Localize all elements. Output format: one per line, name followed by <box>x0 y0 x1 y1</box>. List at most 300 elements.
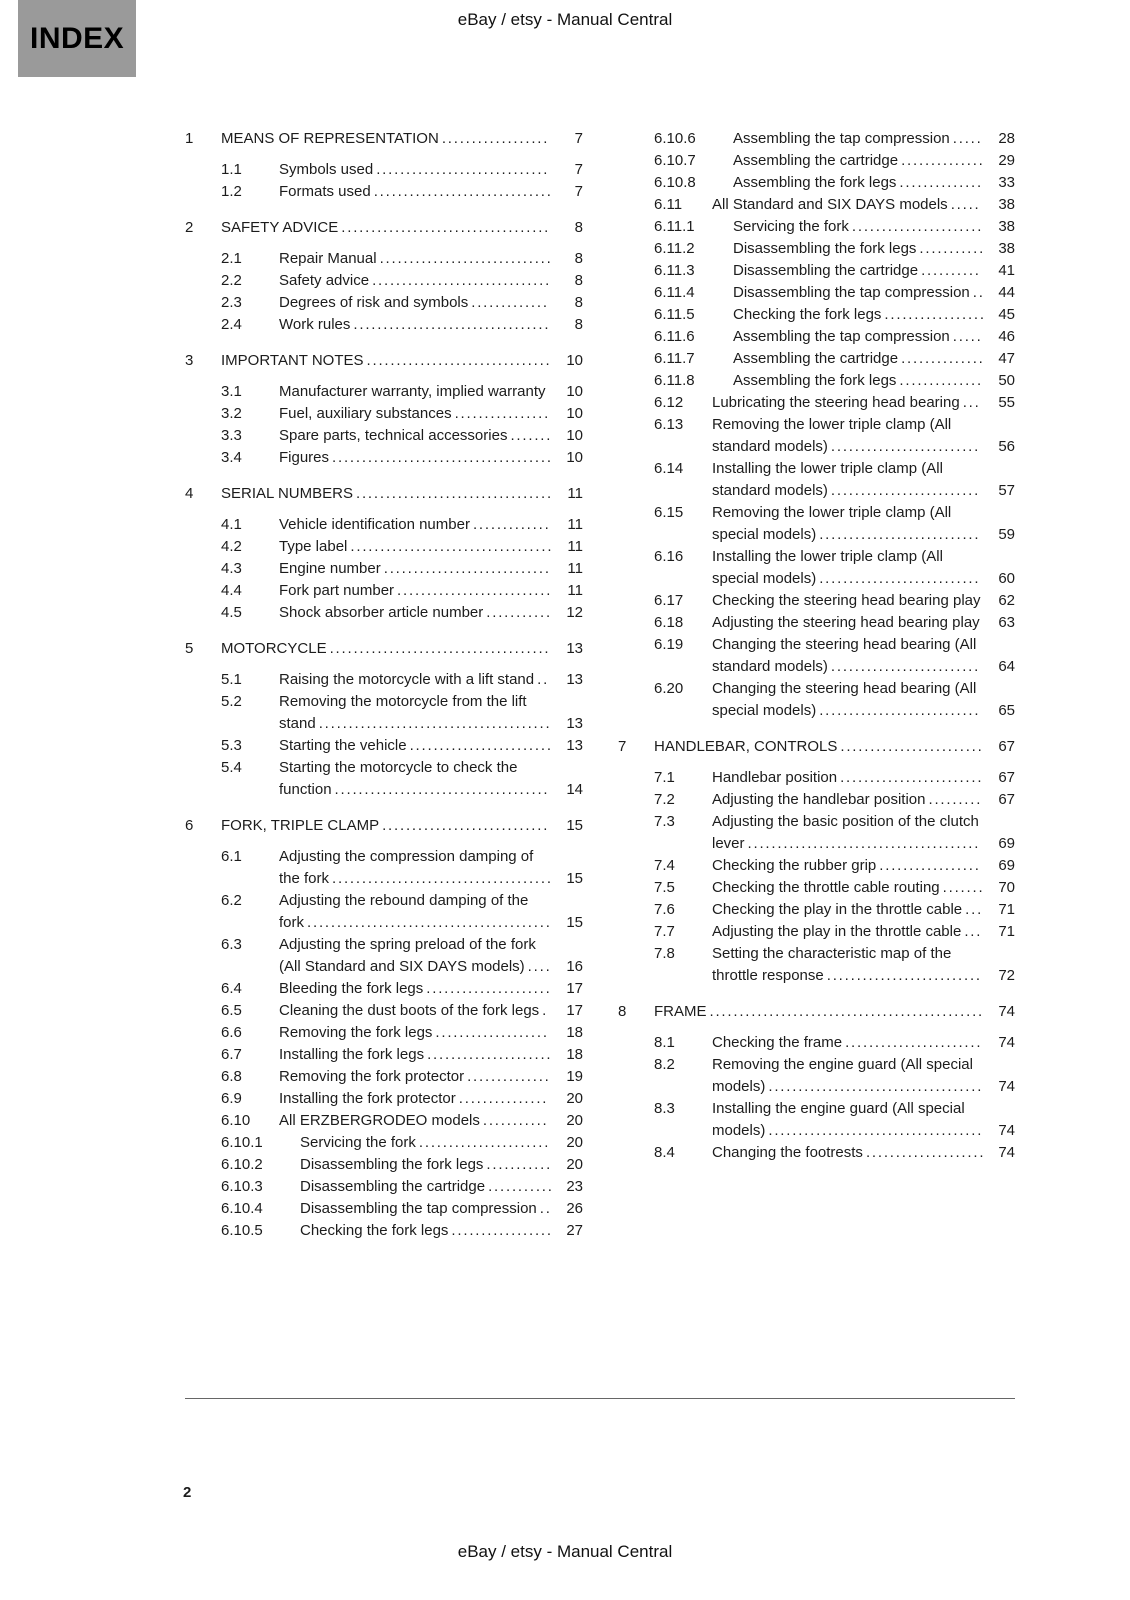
toc-entry-title: FORK, TRIPLE CLAMP <box>221 817 380 834</box>
toc-entry-title: Installing the fork protector <box>279 1090 456 1107</box>
toc-entry <box>618 736 1015 758</box>
toc-entry-title: Adjusting the handlebar position <box>712 791 926 808</box>
toc-entry <box>618 943 1015 987</box>
toc-entry-number: 7.5 <box>654 879 675 896</box>
toc-entry <box>185 934 583 978</box>
toc-entry-body <box>279 1000 583 1022</box>
toc-leader-dots: ................................. <box>353 316 551 333</box>
toc-entry-body <box>712 1098 1015 1142</box>
toc-entry-title: Engine number <box>279 560 381 577</box>
toc-entry-page: 7 <box>574 130 583 147</box>
toc-entry-title: Assembling the tap compression <box>733 328 950 345</box>
toc-leader-dots: ......................... <box>830 482 981 499</box>
toc-leader-dots: ............... <box>458 1090 549 1107</box>
toc-entry <box>618 502 1015 546</box>
toc-leader-dots: ......................................... <box>307 914 552 931</box>
toc-entry <box>618 678 1015 722</box>
toc-entry-page: 62 <box>998 592 1015 609</box>
toc-entry <box>185 1132 583 1154</box>
toc-entry-page: 55 <box>998 394 1015 411</box>
toc-entry-title: Disassembling the tap compression <box>300 1200 537 1217</box>
toc-entry-page: 27 <box>566 1222 583 1239</box>
toc-entry-page: 7 <box>574 183 583 200</box>
toc-entry-title: Adjusting the rebound damping of the fork <box>279 892 529 931</box>
toc-entry-body <box>279 270 583 292</box>
toc-leader-dots: .............. <box>901 350 985 367</box>
toc-entry <box>185 248 583 270</box>
toc-entry <box>185 425 583 447</box>
toc-entry-number: 6.12 <box>654 394 684 411</box>
toc-entry-page: 13 <box>566 715 583 732</box>
toc-entry <box>618 128 1015 150</box>
toc-entry-number: 6.7 <box>221 1046 242 1063</box>
toc-entry-number: 2.1 <box>221 250 242 267</box>
toc-entry-page: 57 <box>998 482 1015 499</box>
toc-entry-body <box>221 815 583 837</box>
toc-entry-title: SAFETY ADVICE <box>221 219 339 236</box>
toc-entry-title: Adjusting the steering head bearing play <box>712 614 980 631</box>
toc-leader-dots: ...................... <box>418 1134 551 1151</box>
toc-leader-dots: ..................... <box>427 1046 553 1063</box>
toc-entry-page: 11 <box>567 582 583 599</box>
toc-entry-number: 1.1 <box>221 161 242 178</box>
toc-entry-body <box>279 381 583 403</box>
toc-entry-page: 74 <box>998 1034 1015 1051</box>
toc-entry-number: 6.10.3 <box>221 1178 263 1195</box>
toc-entry <box>618 877 1015 899</box>
toc-entry-number: 6.11.1 <box>654 218 695 235</box>
toc-entry-title: Adjusting the spring preload of the fork (All Standard and SIX DAYS models) <box>279 936 536 975</box>
toc-entry-page: 20 <box>566 1112 583 1129</box>
toc-entry-number: 6.18 <box>654 614 684 631</box>
toc-entry-page: 38 <box>998 240 1015 257</box>
toc-leader-dots: ............................... <box>366 352 552 369</box>
toc-entry-body <box>712 392 1015 414</box>
toc-entry-page: 38 <box>998 218 1015 235</box>
toc-entry <box>185 1176 583 1198</box>
toc-entry-body <box>279 934 583 978</box>
toc-leader-dots: .................................... <box>334 781 550 798</box>
toc-entry-body <box>712 414 1015 458</box>
toc-entry-title: Adjusting the basic position of the clutch lever <box>712 813 979 852</box>
toc-entry-body <box>712 767 1015 789</box>
toc-entry-number: 5.3 <box>221 737 242 754</box>
toc-entry-page: 63 <box>998 614 1015 631</box>
toc-entry <box>618 260 1015 282</box>
toc-entry-number: 5.2 <box>221 693 242 710</box>
toc-entry <box>618 789 1015 811</box>
toc-entry-number: 6.2 <box>221 892 242 909</box>
toc-entry-page: 67 <box>998 769 1015 786</box>
toc-entry-body <box>733 128 1015 150</box>
toc-entry-number: 1 <box>185 130 194 147</box>
toc-entry-number: 8.4 <box>654 1144 675 1161</box>
toc-entry-number: 7.8 <box>654 945 675 962</box>
toc-entry-number: 4.1 <box>221 516 242 533</box>
toc-entry-number: 6.11.8 <box>654 372 695 389</box>
toc-entry-number: 7.3 <box>654 813 675 830</box>
toc-leader-dots: ..... <box>952 328 983 345</box>
toc-entry <box>618 1098 1015 1142</box>
toc-entry <box>618 172 1015 194</box>
toc-entry <box>618 304 1015 326</box>
toc-entry-page: 47 <box>998 350 1015 367</box>
toc-entry-title: Fork part number <box>279 582 395 599</box>
toc-leader-dots: ............................ <box>382 817 550 834</box>
toc-entry <box>185 292 583 314</box>
toc-entry-body <box>279 669 583 691</box>
toc-entry-page: 71 <box>998 901 1015 918</box>
toc-entry-body <box>279 580 583 602</box>
toc-column-right <box>618 128 1015 1242</box>
toc-entry-page: 8 <box>574 316 583 333</box>
toc-entry <box>618 282 1015 304</box>
toc-entry-page: 74 <box>998 1078 1015 1095</box>
toc-leader-dots: ..................... <box>426 980 552 997</box>
toc-entry-page: 16 <box>566 958 583 975</box>
toc-leader-dots: ......................... <box>830 658 981 675</box>
toc-entry-number: 6.14 <box>654 460 684 477</box>
toc-entry-number: 6.10 <box>221 1112 251 1129</box>
toc-entry-body <box>712 811 1015 855</box>
toc-column-left <box>185 128 583 1242</box>
toc-entry-title: Disassembling the cartridge <box>300 1178 486 1195</box>
toc-entry-title: Shock absorber article number <box>279 604 484 621</box>
toc-entry-title: Checking the rubber grip <box>712 857 877 874</box>
toc-entry-number: 4.2 <box>221 538 242 555</box>
toc-entry <box>185 1088 583 1110</box>
toc-entry-page: 15 <box>566 817 583 834</box>
toc-entry-body <box>279 1022 583 1044</box>
toc-entry-page: 7 <box>574 161 583 178</box>
toc-entry-page: 20 <box>566 1090 583 1107</box>
toc-entry <box>185 350 583 372</box>
toc-entry-title: Changing the steering head bearing (All special models) <box>712 680 977 719</box>
toc-entry-title: Assembling the tap compression <box>733 130 950 147</box>
toc-entry <box>185 536 583 558</box>
toc-entry-number: 4.4 <box>221 582 242 599</box>
toc-entry-title: Bleeding the fork legs <box>279 980 424 997</box>
toc-entry <box>185 1044 583 1066</box>
toc-entry-body <box>733 150 1015 172</box>
toc-entry-number: 4.5 <box>221 604 242 621</box>
header-title: eBay / etsy - Manual Central <box>457 10 673 29</box>
toc-leader-dots: ..... <box>950 196 981 213</box>
toc-entry-title: Spare parts, technical accessories <box>279 427 508 444</box>
toc-entry-title: Fuel, auxiliary substances <box>279 405 452 422</box>
toc-entry <box>185 691 583 735</box>
toc-entry-number: 5 <box>185 640 194 657</box>
toc-entry-body <box>300 1198 583 1220</box>
toc-entry-title: Starting the motorcycle to check the function <box>279 759 518 798</box>
toc-entry-page: 28 <box>998 130 1015 147</box>
toc-entry-number: 6.17 <box>654 592 684 609</box>
toc-entry-number: 8.3 <box>654 1100 675 1117</box>
toc-entry-number: 7 <box>618 738 627 755</box>
toc-leader-dots: .............................................. <box>709 1003 985 1020</box>
toc-entry-page: 20 <box>566 1156 583 1173</box>
toc-entry <box>185 602 583 624</box>
toc-entry-body <box>221 350 583 372</box>
toc-entry-body <box>279 536 583 558</box>
toc-entry-number: 6.11.4 <box>654 284 695 301</box>
toc-entry-page: 11 <box>567 485 583 502</box>
toc-entry-page: 23 <box>566 1178 583 1195</box>
toc-leader-dots: ................ <box>454 405 551 422</box>
toc-leader-dots: ....................... <box>845 1034 983 1051</box>
toc-entry-body <box>279 558 583 580</box>
toc-entry-title: Assembling the fork legs <box>733 174 897 191</box>
toc-entry <box>185 181 583 203</box>
toc-entry <box>185 514 583 536</box>
toc-entry-body <box>654 1001 1015 1023</box>
toc-entry-number: 6.1 <box>221 848 242 865</box>
toc-entry <box>185 1110 583 1132</box>
toc-entry-number: 6.13 <box>654 416 684 433</box>
toc-entry-number: 6.10.1 <box>221 1134 263 1151</box>
toc-entry-page: 41 <box>998 262 1015 279</box>
toc-entry <box>185 1220 583 1242</box>
toc-entry-number: 7.6 <box>654 901 675 918</box>
toc-entry-title: Removing the fork protector <box>279 1068 465 1085</box>
toc-entry-number: 7.2 <box>654 791 675 808</box>
toc-entry-page: 13 <box>566 640 583 657</box>
toc-entry-page: 71 <box>998 923 1015 940</box>
toc-entry <box>185 1154 583 1176</box>
toc-leader-dots: ............. <box>471 294 549 311</box>
toc-entry-number: 8.2 <box>654 1056 675 1073</box>
toc-entry-body <box>300 1132 583 1154</box>
toc-leader-dots: ........................ <box>840 769 984 786</box>
toc-entry-title: Changing the footrests <box>712 1144 863 1161</box>
toc-entry-title: Removing the motorcycle from the lift stand <box>279 693 527 732</box>
toc-leader-dots: .............. <box>901 152 985 169</box>
toc-entry-title: Work rules <box>279 316 351 333</box>
toc-entry-title: Handlebar position <box>712 769 838 786</box>
toc-entry <box>618 811 1015 855</box>
toc-entry-body <box>279 1088 583 1110</box>
toc-entry-number: 2.2 <box>221 272 242 289</box>
toc-entry-body <box>300 1176 583 1198</box>
toc-leader-dots: ............................. <box>376 161 550 178</box>
toc-entry-title: HANDLEBAR, CONTROLS <box>654 738 838 755</box>
toc-entry-number: 6.8 <box>221 1068 242 1085</box>
toc-entry-page: 74 <box>998 1003 1015 1020</box>
toc-entry-number: 6.11.6 <box>654 328 695 345</box>
toc-entry <box>185 1198 583 1220</box>
toc-entry-title: SERIAL NUMBERS <box>221 485 353 502</box>
toc-entry-page: 74 <box>998 1144 1015 1161</box>
toc-entry-title: Lubricating the steering head bearing <box>712 394 960 411</box>
toc-entry-page: 56 <box>998 438 1015 455</box>
toc-entry-page: 65 <box>998 702 1015 719</box>
toc-entry-number: 6.20 <box>654 680 684 697</box>
toc-entry <box>618 392 1015 414</box>
toc-entry-page: 46 <box>998 328 1015 345</box>
toc-entry-title: Starting the vehicle <box>279 737 407 754</box>
toc-entry <box>618 921 1015 943</box>
toc-entry <box>185 1066 583 1088</box>
toc-entry-number: 3.4 <box>221 449 242 466</box>
toc-entry-title: IMPORTANT NOTES <box>221 352 364 369</box>
toc-entry-body <box>221 217 583 239</box>
toc-entry <box>185 846 583 890</box>
toc-entry-title: Repair Manual <box>279 250 377 267</box>
toc-entry-body <box>712 502 1015 546</box>
toc-entry <box>185 159 583 181</box>
toc-entry-body <box>712 1054 1015 1098</box>
toc-entry <box>618 216 1015 238</box>
toc-entry-body <box>279 1110 583 1132</box>
toc-entry-body <box>279 978 583 1000</box>
toc-entry-body <box>279 691 583 735</box>
toc-entry-page: 38 <box>998 196 1015 213</box>
toc-leader-dots: ................................. <box>355 485 553 502</box>
toc-entry-number: 6.11.7 <box>654 350 695 367</box>
toc-entry-body <box>279 890 583 934</box>
toc-leader-dots: ........................... <box>819 526 981 543</box>
toc-entry-page: 74 <box>998 1122 1015 1139</box>
toc-leader-dots: ................. <box>884 306 986 323</box>
toc-entry-page: 15 <box>566 870 583 887</box>
toc-entry-number: 6.10.5 <box>221 1222 263 1239</box>
toc-entry-number: 8.1 <box>654 1034 675 1051</box>
toc-entry-number: 6.4 <box>221 980 242 997</box>
toc-entry-number: 6.10.2 <box>221 1156 263 1173</box>
toc-entry-body <box>712 899 1015 921</box>
toc-leader-dots: ........... <box>488 1178 554 1195</box>
toc-leader-dots: ..................................... <box>332 449 553 466</box>
toc-entry <box>618 590 1015 612</box>
toc-entry-body <box>712 634 1015 678</box>
toc-entry-number: 8 <box>618 1003 627 1020</box>
toc-leader-dots: ........................... <box>819 570 981 587</box>
toc-leader-dots: .................................... <box>768 1078 984 1095</box>
toc-entry-title: Checking the play in the throttle cable <box>712 901 963 918</box>
toc-entry-number: 6.11.2 <box>654 240 695 257</box>
toc-leader-dots: .. <box>539 1200 552 1217</box>
toc-entry-title: Installing the engine guard (All special models) <box>712 1100 965 1139</box>
toc-leader-dots: ............................. <box>379 250 553 267</box>
toc-entry-body <box>712 877 1015 899</box>
toc-entry-body <box>712 1142 1015 1164</box>
index-tab-label: INDEX <box>30 21 125 55</box>
toc-leader-dots: .......... <box>921 262 981 279</box>
toc-leader-dots: ..................................... <box>332 870 553 887</box>
toc-entry-number: 5.4 <box>221 759 242 776</box>
toc-entry-number: 7.4 <box>654 857 675 874</box>
toc-entry-body <box>300 1220 583 1242</box>
toc-entry-number: 6.11.3 <box>654 262 695 279</box>
toc-leader-dots: .................................. <box>350 538 554 555</box>
toc-entry-title: Checking the throttle cable routing <box>712 879 940 896</box>
toc-entry <box>618 1001 1015 1023</box>
toc-entry-number: 2.3 <box>221 294 242 311</box>
page-number: 2 <box>183 1484 192 1501</box>
toc-entry-title: Type label <box>279 538 348 555</box>
toc-entry-body <box>712 789 1015 811</box>
toc-entry-title: Figures <box>279 449 330 466</box>
toc-entry-page: 18 <box>566 1024 583 1041</box>
toc-entry <box>185 447 583 469</box>
toc-entry-title: All Standard and SIX DAYS models <box>712 196 948 213</box>
toc-entry-page: 67 <box>998 738 1015 755</box>
toc-entry-body <box>279 602 583 624</box>
toc-entry-title: Manufacturer warranty, implied warranty <box>279 383 546 400</box>
toc-leader-dots: ........... <box>486 1156 553 1173</box>
toc-entry-title: Adjusting the play in the throttle cable <box>712 923 962 940</box>
toc-entry-page: 50 <box>998 372 1015 389</box>
toc-entry-number: 6.19 <box>654 636 684 653</box>
toc-entry-page: 10 <box>566 352 583 369</box>
table-of-contents <box>185 128 1015 1242</box>
toc-entry-body <box>221 128 583 150</box>
toc-entry-number: 6.5 <box>221 1002 242 1019</box>
toc-leader-dots: .................................... <box>768 1122 984 1139</box>
toc-leader-dots: ........................... <box>819 702 981 719</box>
toc-leader-dots: .............. <box>899 372 983 389</box>
toc-entry-title: Checking the fork legs <box>733 306 882 323</box>
toc-entry <box>185 757 583 801</box>
toc-entry-title: Raising the motorcycle with a lift stand <box>279 671 535 688</box>
toc-leader-dots: ......................... <box>830 438 981 455</box>
toc-entry-title: Assembling the cartridge <box>733 152 899 169</box>
toc-entry <box>185 735 583 757</box>
toc-leader-dots: ... <box>964 923 983 940</box>
toc-entry-page: 17 <box>566 1002 583 1019</box>
toc-entry-body <box>279 248 583 270</box>
footer-title: eBay / etsy - Manual Central <box>457 1542 673 1561</box>
toc-entry-page: 44 <box>998 284 1015 301</box>
toc-entry <box>185 978 583 1000</box>
toc-entry-body <box>733 282 1015 304</box>
toc-entry-page: 26 <box>566 1200 583 1217</box>
toc-entry-page: 70 <box>998 879 1015 896</box>
toc-entry-title: Assembling the fork legs <box>733 372 897 389</box>
toc-entry-page: 59 <box>998 526 1015 543</box>
toc-entry-body <box>712 546 1015 590</box>
toc-leader-dots: .............................. <box>373 183 553 200</box>
toc-entry <box>185 1000 583 1022</box>
toc-entry-body <box>279 757 583 801</box>
toc-entry-body <box>712 678 1015 722</box>
toc-entry-body <box>279 403 583 425</box>
toc-leader-dots: ..................................... <box>329 640 551 657</box>
toc-entry-title: All ERZBERGRODEO models <box>279 1112 480 1129</box>
toc-entry-title: Installing the lower triple clamp (All standard models) <box>712 460 943 499</box>
toc-entry-body <box>279 159 583 181</box>
toc-entry-body <box>712 194 1015 216</box>
toc-entry <box>185 815 583 837</box>
toc-entry-body <box>279 846 583 890</box>
toc-entry <box>185 558 583 580</box>
toc-leader-dots: .............................. <box>372 272 552 289</box>
toc-entry-body <box>733 216 1015 238</box>
divider-rule <box>185 1398 1015 1399</box>
toc-entry-body <box>654 736 1015 758</box>
toc-entry-title: Cleaning the dust boots of the fork legs <box>279 1002 540 1019</box>
toc-entry-number: 5.1 <box>221 671 242 688</box>
toc-leader-dots: .......................... <box>397 582 553 599</box>
toc-entry-body <box>733 238 1015 260</box>
toc-entry-body <box>733 326 1015 348</box>
toc-entry-number: 6.6 <box>221 1024 242 1041</box>
toc-leader-dots: ................. <box>879 857 981 874</box>
toc-entry-page: 14 <box>566 781 583 798</box>
toc-entry-body <box>733 304 1015 326</box>
toc-entry-number: 6.11.5 <box>654 306 695 323</box>
toc-entry-body <box>712 612 1015 634</box>
